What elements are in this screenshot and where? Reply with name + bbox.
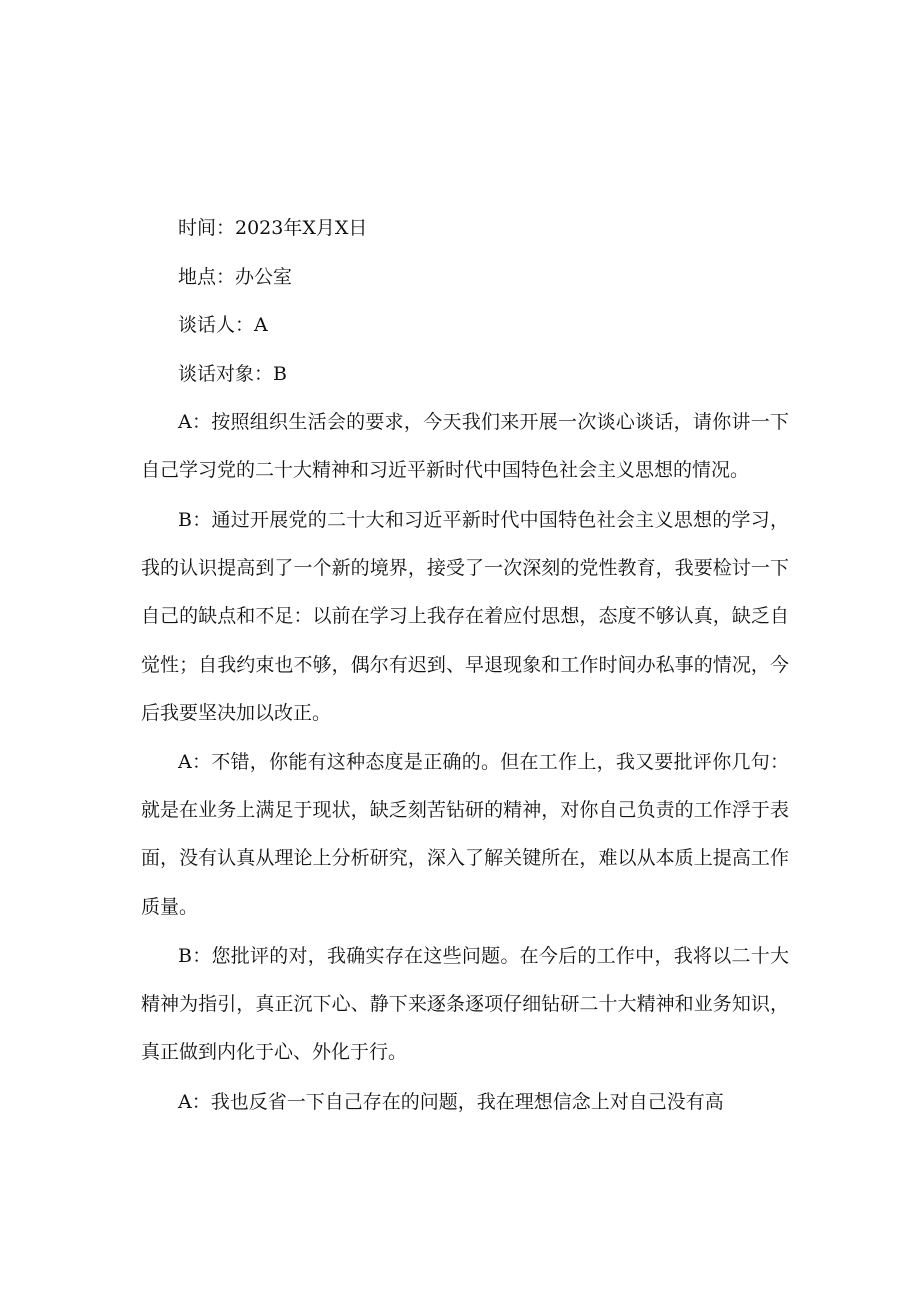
dialogue-paragraph-2: B：通过开展党的二十大和习近平新时代中国特色社会主义思想的学习，我的认识提高到了一个新的境界，接受了一次深刻的党性教育，我要检讨一下自己的缺点和不足：以前在学习上我存在着应付思想，态度不够认真，缺乏自觉性；自我约束也不够，偶尔有迟到、早退现象和工作时间办私事的情况，今后我要坚决加以改正。 (141, 509, 789, 724)
dialogue-paragraph-4: B：您批评的对，我确实存在这些问题。在今后的工作中，我将以二十大精神为指引，真正沉下心、静下来逐条逐项仔细钻研二十大精神和业务知识，真正做到内化于心、外化于行。 (141, 945, 789, 1064)
dialogue-paragraph-3: A：不错，你能有这种态度是正确的。但在工作上，我又要批评你几句：就是在业务上满足于现状，缺乏刻苦钻研的精神，对你自己负责的工作浮于表面，没有认真从理论上分析研究，深入了解关键所在，难以从本质上提高工作质量。 (141, 751, 789, 918)
meeting-speaker: 谈话人：A (178, 314, 268, 336)
meeting-place: 地点：办公室 (178, 266, 293, 288)
dialogue-paragraph-1: A：按照组织生活会的要求，今天我们来开展一次谈心谈话，请你讲一下自己学习党的二十大精神和习近平新时代中国特色社会主义思想的情况。 (141, 411, 789, 482)
meeting-time: 时间：2023年X月X日 (178, 217, 368, 239)
meeting-interviewee: 谈话对象：B (178, 363, 287, 385)
dialogue-paragraph-5: A：我也反省一下自己存在的问题，我在理想信念上对自己没有高 (178, 1091, 724, 1113)
